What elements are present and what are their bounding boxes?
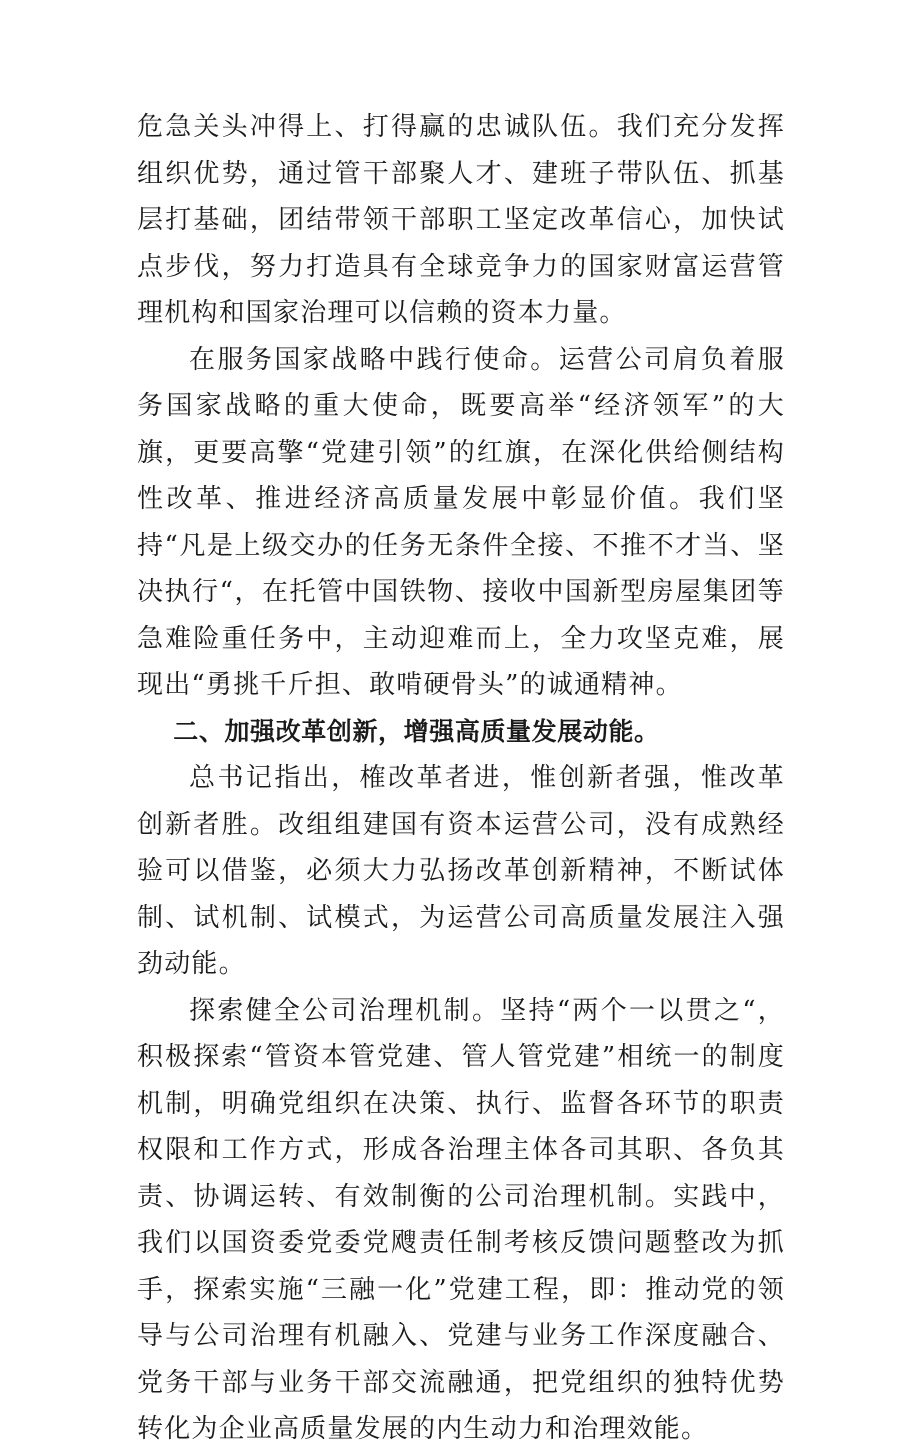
paragraph-national-strategy: 在服务国家战略中践行使命。运营公司肩负着服务国家战略的重大使命，既要高举“经济领军”的大旗，更要高擎“党建引领”的红旗，在深化供给侧结构性改革、推进经济高质量发展中彰显价值。我们坚持“凡是上级交办的任务无条件全接、不推不才当、坚决执行“，在托管中国铁物、接收中国新型房屋集团等急难险重任务中，主动迎难而上，全力攻坚克难，展现出“勇挑千斤担、敢啃硬骨头”的诚通精神。 — [137, 344, 785, 700]
document-body — [137, 104, 785, 1453]
paragraph-governance: 探索健全公司治理机制。坚持“两个一以贯之“，积极探索“管资本管党建、管人管党建”相统一的制度机制，明确党组织在决策、执行、监督各环节的职责权限和工作方式，形成各治理主体各司其职、各负其责、协调运转、有效制衡的公司治理机制。实践中，我们以国资委党委党飕责任制考核反馈问题整改为抓手，探索实施“三融一化”党建工程，即：推动党的领导与公司治理有机融入、党建与业务工作深度融合、党务干部与业务干部交流融通，把党组织的独特优势转化为企业高质量发展的内生动力和治理效能。 — [137, 995, 785, 1444]
section-heading-reform: 二、加强改革创新，增强高质量发展动能。 — [173, 716, 660, 746]
paragraph-continuation: 危急关头冲得上、打得赢的忠诚队伍。我们充分发挥组织优势，通过管干部聚人才、建班子带队伍、抓基层打基础，团结带领干部职工坚定改革信心，加快试点步伐，努力打造具有全球竞争力的国家财富运营管理机构和国家治理可以信赖的资本力量。 — [137, 112, 785, 328]
paragraph-reform-intro: 总书记指出，榷改革者进，惟创新者强，惟改革创新者胜。改组组建国有资本运营公司，没有成熟经验可以借鉴，必须大力弘扬改革创新精神，不断试体制、试机制、试模式，为运营公司高质量发展注入强劲动能。 — [137, 763, 785, 979]
